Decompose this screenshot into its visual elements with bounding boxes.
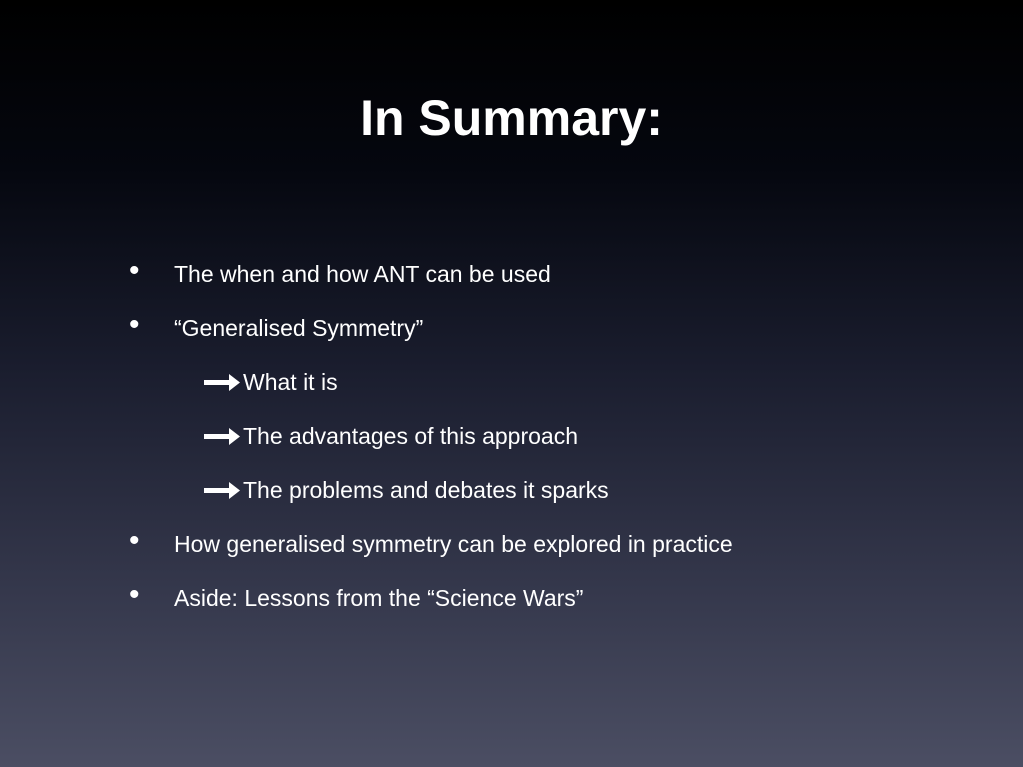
- bullet-text: The when and how ANT can be used: [174, 261, 551, 287]
- bullet-text: “Generalised Symmetry”: [174, 315, 424, 341]
- sub-bullet-text: The advantages of this approach: [243, 423, 579, 449]
- bullet-list: [0, 255, 1023, 633]
- sub-bullet-text: The problems and debates it sparks: [243, 477, 609, 503]
- bullet-dot-icon: •: [129, 308, 140, 341]
- bullet-text: How generalised symmetry can be explored in practice: [174, 531, 733, 557]
- bullet-item: [0, 579, 1023, 633]
- right-arrow-icon: [203, 417, 241, 455]
- sub-bullet-text: What it is: [243, 369, 338, 395]
- sub-bullet-item: [0, 363, 1023, 417]
- bullet-dot-icon: •: [129, 524, 140, 557]
- bullet-item: [0, 255, 1023, 309]
- bullet-text: Aside: Lessons from the “Science Wars”: [174, 585, 584, 611]
- sub-bullet-item: [0, 471, 1023, 525]
- bullet-dot-icon: •: [129, 254, 140, 287]
- right-arrow-icon: [203, 363, 241, 401]
- bullet-item: [0, 309, 1023, 363]
- right-arrow-icon: [203, 471, 241, 509]
- bullet-item: [0, 525, 1023, 579]
- slide-title: In Summary:: [360, 90, 663, 146]
- bullet-dot-icon: •: [129, 578, 140, 611]
- sub-bullet-item: [0, 417, 1023, 471]
